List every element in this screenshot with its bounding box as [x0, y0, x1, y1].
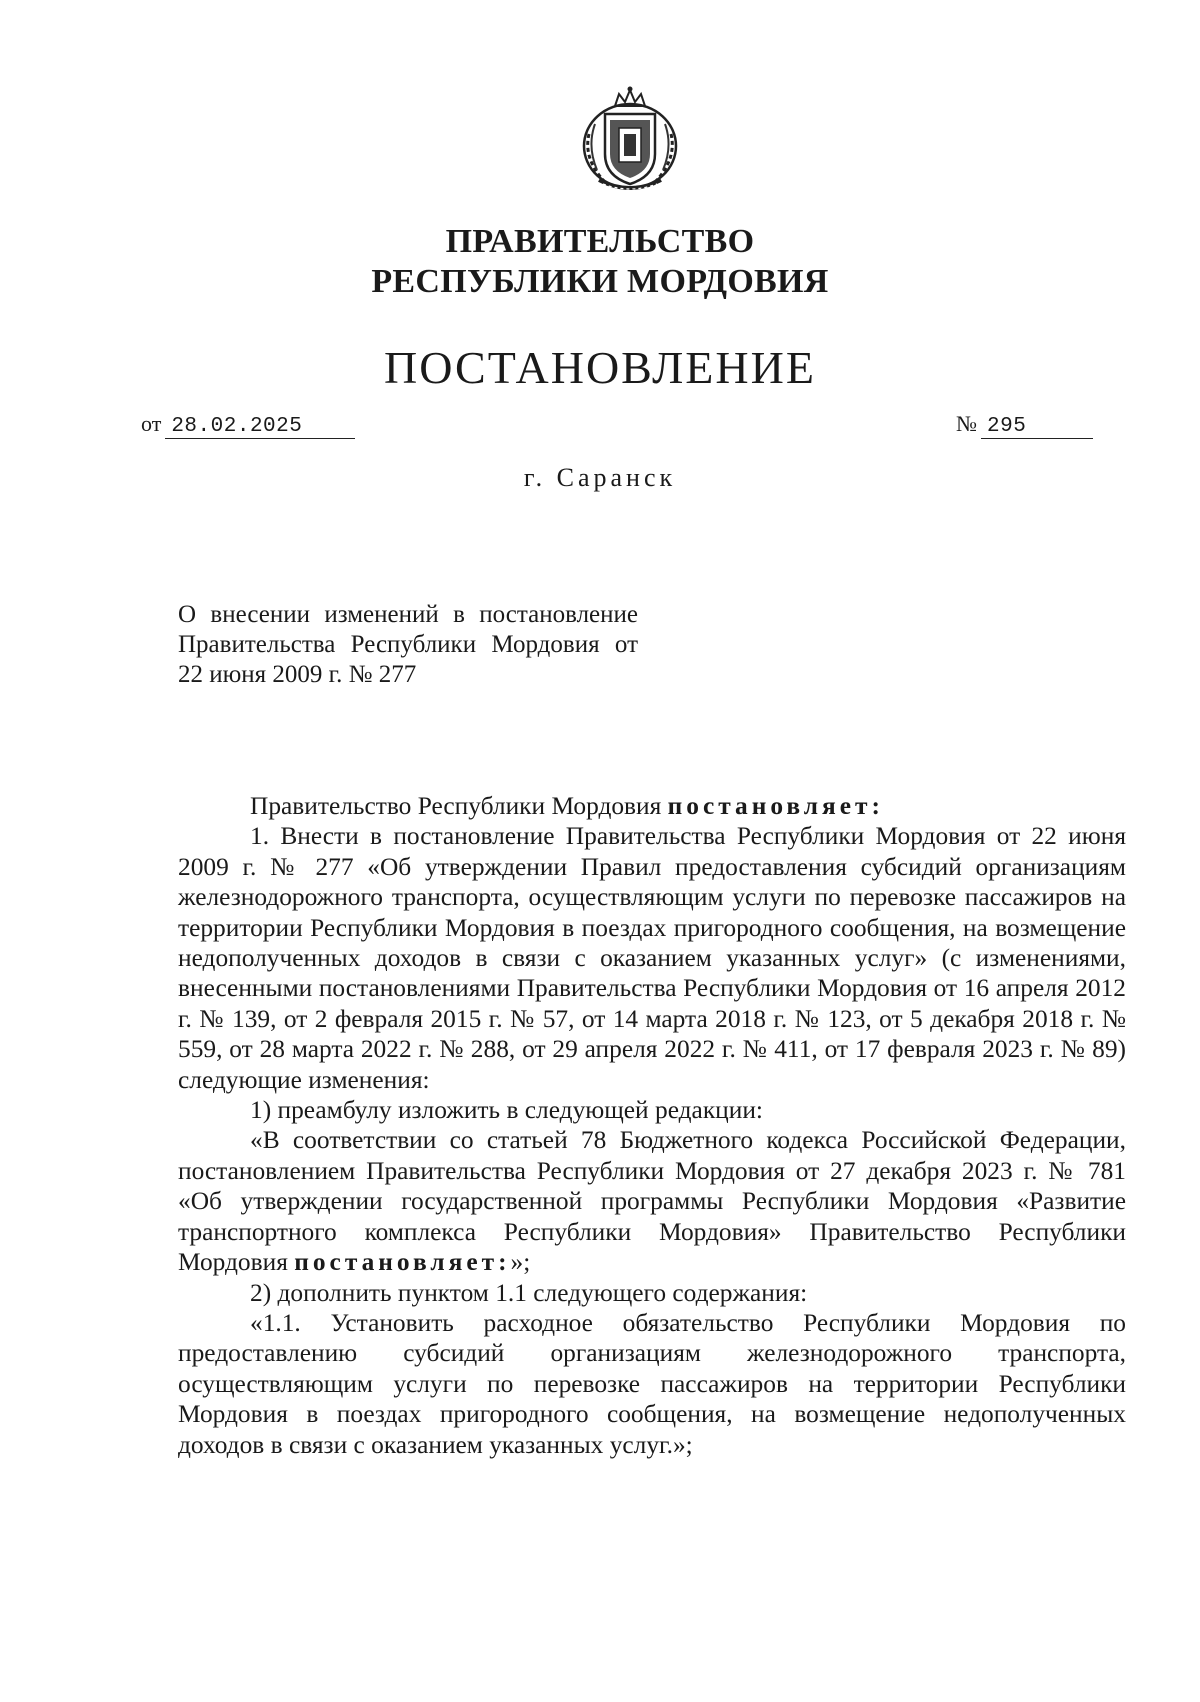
city-name: г. Саранск: [523, 463, 677, 492]
body-paragraph-1: 1. Внести в постановление Правительства Республики Мордовия от 22 июня 2009 г. № 277 «Об утверждении Правил предоставления субсидий организациям железнодорожного транспорта, осуществляющим услуги по перевозке пассажиров на территории Республики Мордовия в поездах пригородного сообщения, на возмещение недополученных доходов в связи с оказанием указанных услуг» (с изменениями, внесенными постановлениями Правительства Республики Мордовия от 16 апреля 2012 г. № 139, от 2 февраля 2015 г. № 57, от 14 марта 2018 г. № 123, от 5 декабря 2018 г. № 559, от 28 марта 2022 г. № 288, от 29 апреля 2022 г. № 411, от 17 февраля 2023 г. № 89) следующие изменения:: [178, 822, 1126, 1094]
organization-name-line1: ПРАВИТЕЛЬСТВО: [445, 223, 755, 260]
body-paragraph-5: «1.1. Установить расходное обязательство Республики Мордовия по предоставлению субсидий организациям железнодорожного транспорта, осуществляющим услуги по перевозке пассажиров на территории Республики Мордовия в поездах пригородного сообщения, на возмещение недополученных доходов в связи с оказанием указанных услуг.»;: [178, 1308, 1126, 1459]
paragraph-3-emphasis: постановляет:: [294, 1248, 511, 1277]
intro-text: Правительство Республики Мордовия: [250, 792, 668, 820]
document-body: [178, 791, 1126, 1460]
document-date-row: [141, 410, 355, 439]
date-prefix: от: [141, 411, 162, 436]
body-paragraph-2: 1) преамбулу изложить в следующей редакции:: [250, 1096, 763, 1125]
number-prefix: №: [956, 411, 977, 436]
body-paragraph-3: [178, 1125, 1126, 1277]
paragraph-3-text: «В соответствии со статьей 78 Бюджетного кодекса Российской Федерации, постановлением Правительства Республики Мордовия от 27 декабря 2023 г. № 781 «Об утверждении государственной программы Республики Мордовия «Развитие транспортного комплекса Республики Мордовия» Правительство Республики Мордовия: [178, 1126, 1126, 1277]
paragraph-3-tail: »;: [510, 1248, 531, 1277]
intro-emphasis: постановляет:: [667, 792, 884, 820]
body-intro: [178, 791, 1126, 821]
mordovia-coat-of-arms-icon: [575, 84, 685, 198]
document-date: 28.02.2025: [165, 416, 355, 439]
document-type-title: ПОСТАНОВЛЕНИЕ: [384, 342, 816, 393]
document-number-row: [956, 410, 1093, 439]
organization-name-line2: РЕСПУБЛИКИ МОРДОВИЯ: [371, 263, 829, 300]
document-subject: О внесении изменений в постановление Правительства Республики Мордовия от 22 июня 2009 г. № 277: [178, 601, 638, 688]
document-number: 295: [981, 416, 1093, 439]
body-paragraph-4: 2) дополнить пунктом 1.1 следующего содержания:: [250, 1278, 808, 1307]
